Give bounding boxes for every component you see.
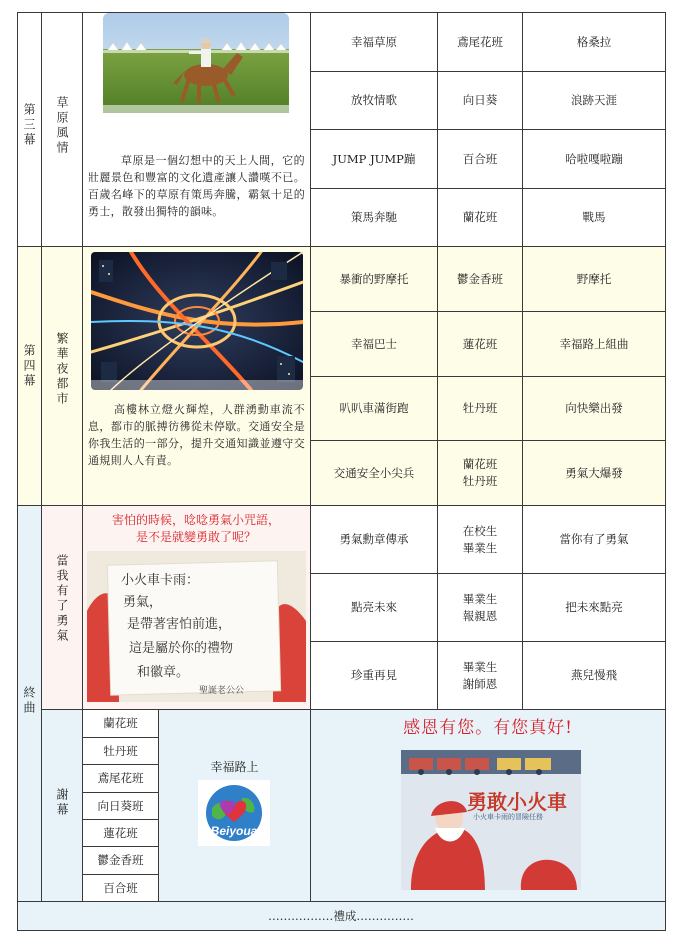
act4-theme: 繁華夜都市 xyxy=(55,332,69,407)
finale-row-2-title: 點亮未來 xyxy=(351,600,397,614)
act4-row-1-title: 暴衝的野摩托 xyxy=(339,271,409,286)
act3-label: 第三幕 xyxy=(22,103,36,148)
finale-row-3-title: 珍重再見 xyxy=(351,668,397,682)
act3-row-3-song: 哈啦嘎啦蹦 xyxy=(565,151,623,166)
thanks-title: 感恩有您。有您真好! xyxy=(403,717,573,738)
act4-row-4-class: 蘭花班 牡丹班 xyxy=(462,457,498,488)
curtain-class-5: 蓮花班 xyxy=(103,825,138,840)
finale-row-1-title: 勇氣勳章傳承 xyxy=(339,532,409,546)
act4-row-3-song: 向快樂出發 xyxy=(565,401,623,415)
closing-ceremony: ……………‥禮成…………… xyxy=(268,908,414,923)
act3-row-1-song: 格桑拉 xyxy=(576,34,612,49)
book-subtitle: 小火車卡雨的冒險任務 xyxy=(473,813,543,821)
card-line-3: 是帶著害怕前進， xyxy=(127,617,232,632)
act3-row-1-class: 鳶尾花班 xyxy=(457,34,503,49)
finale-row-2-class: 畢業生 報親恩 xyxy=(462,591,498,623)
book-title: 勇敢小火車 xyxy=(467,790,567,814)
act3-row-4-title: 策馬奔馳 xyxy=(351,210,397,224)
act4-row-4-song: 勇氣大爆發 xyxy=(565,465,623,480)
curtain-class-2: 牡丹班 xyxy=(103,743,138,758)
act4-description: 高樓林立燈火輝煌，人群湧動車流不息，都市的脈搏彷彿從未停歇。交通安全是你我生活的一部分，提升交通知識並遵守交通規則人人有責。 xyxy=(88,403,305,467)
curtain-class-6: 鬱金香班 xyxy=(97,853,144,867)
finale-row-3-class: 畢業生 謝師恩 xyxy=(462,659,498,691)
act3-theme: 草原風情 xyxy=(55,96,69,156)
act4-row-1-class: 鬱金香班 xyxy=(457,271,503,286)
grassland-horse-photo xyxy=(103,13,289,113)
finale-row-1-class: 在校生 畢業生 xyxy=(462,523,498,555)
act4-row-2-title: 幸福巴士 xyxy=(351,336,397,351)
act4-row-4-title: 交通安全小尖兵 xyxy=(333,465,415,480)
act4-row-2-song: 幸福路上組曲 xyxy=(559,336,629,351)
city-night-interchange-photo xyxy=(91,252,303,390)
curtain-label: 謝幕 xyxy=(55,788,69,818)
brave-card-photo xyxy=(87,551,306,702)
card-line-6: 聖誕老公公 xyxy=(199,686,245,696)
finale-row-1-song: 當你有了勇氣 xyxy=(559,532,629,546)
act4-row-3-title: 叭叭車滿街跑 xyxy=(339,401,409,415)
act4-row-2-class: 蓮花班 xyxy=(462,336,498,351)
finale-theme: 當我有了勇氣 xyxy=(55,554,69,644)
finale-row-2-song: 把未來點亮 xyxy=(565,600,623,614)
act3-row-2-title: 放牧情歌 xyxy=(351,93,397,107)
card-line-5: 和徽章。 xyxy=(137,665,190,680)
card-line-2: 勇氣， xyxy=(123,595,163,610)
finale-caption: 害怕的時候，唸唸勇氣小咒語， 是不是就變勇敢了呢？ xyxy=(111,513,280,544)
act3-row-1-title: 幸福草原 xyxy=(351,34,397,49)
beiyoua-logo xyxy=(198,780,270,846)
finale-label: 終曲 xyxy=(22,686,36,716)
act3-description: 草原是一個幻想中的天上人間，它的壯麗景色和豐富的文化遺產讓人讚嘆不已。百歲名峰下的草原有策馬奔騰，霸氣十足的勇士，散發出獨特的韻味。 xyxy=(88,154,305,218)
act4-label: 第四幕 xyxy=(22,344,36,389)
act4-row-1-song: 野摩托 xyxy=(576,271,612,286)
act3-row-4-class: 蘭花班 xyxy=(462,210,498,224)
logo-text: Beiyoua xyxy=(210,824,258,838)
act3-row-2-class: 向日葵 xyxy=(462,93,498,107)
curtain-class-4: 向日葵班 xyxy=(97,798,144,813)
act3-row-2-song: 浪跡天涯 xyxy=(571,93,617,107)
finale-row-3-song: 燕兒慢飛 xyxy=(571,668,617,682)
card-line-1: 小火車卡雨： xyxy=(121,573,200,588)
act3-row-3-title: JUMP JUMP蹦 xyxy=(332,151,416,166)
curtain-class-1: 蘭花班 xyxy=(103,716,138,730)
act4-row-3-class: 牡丹班 xyxy=(462,401,498,415)
curtain-song: 幸福路上 xyxy=(210,759,259,774)
card-line-4: 這是屬於你的禮物 xyxy=(129,641,234,656)
act3-row-4-song: 戰馬 xyxy=(582,210,606,224)
curtain-class-7: 百合班 xyxy=(103,880,138,895)
curtain-class-3: 鳶尾花班 xyxy=(97,771,144,785)
act3-row-3-class: 百合班 xyxy=(462,151,498,166)
brave-train-book-cover xyxy=(401,750,581,890)
